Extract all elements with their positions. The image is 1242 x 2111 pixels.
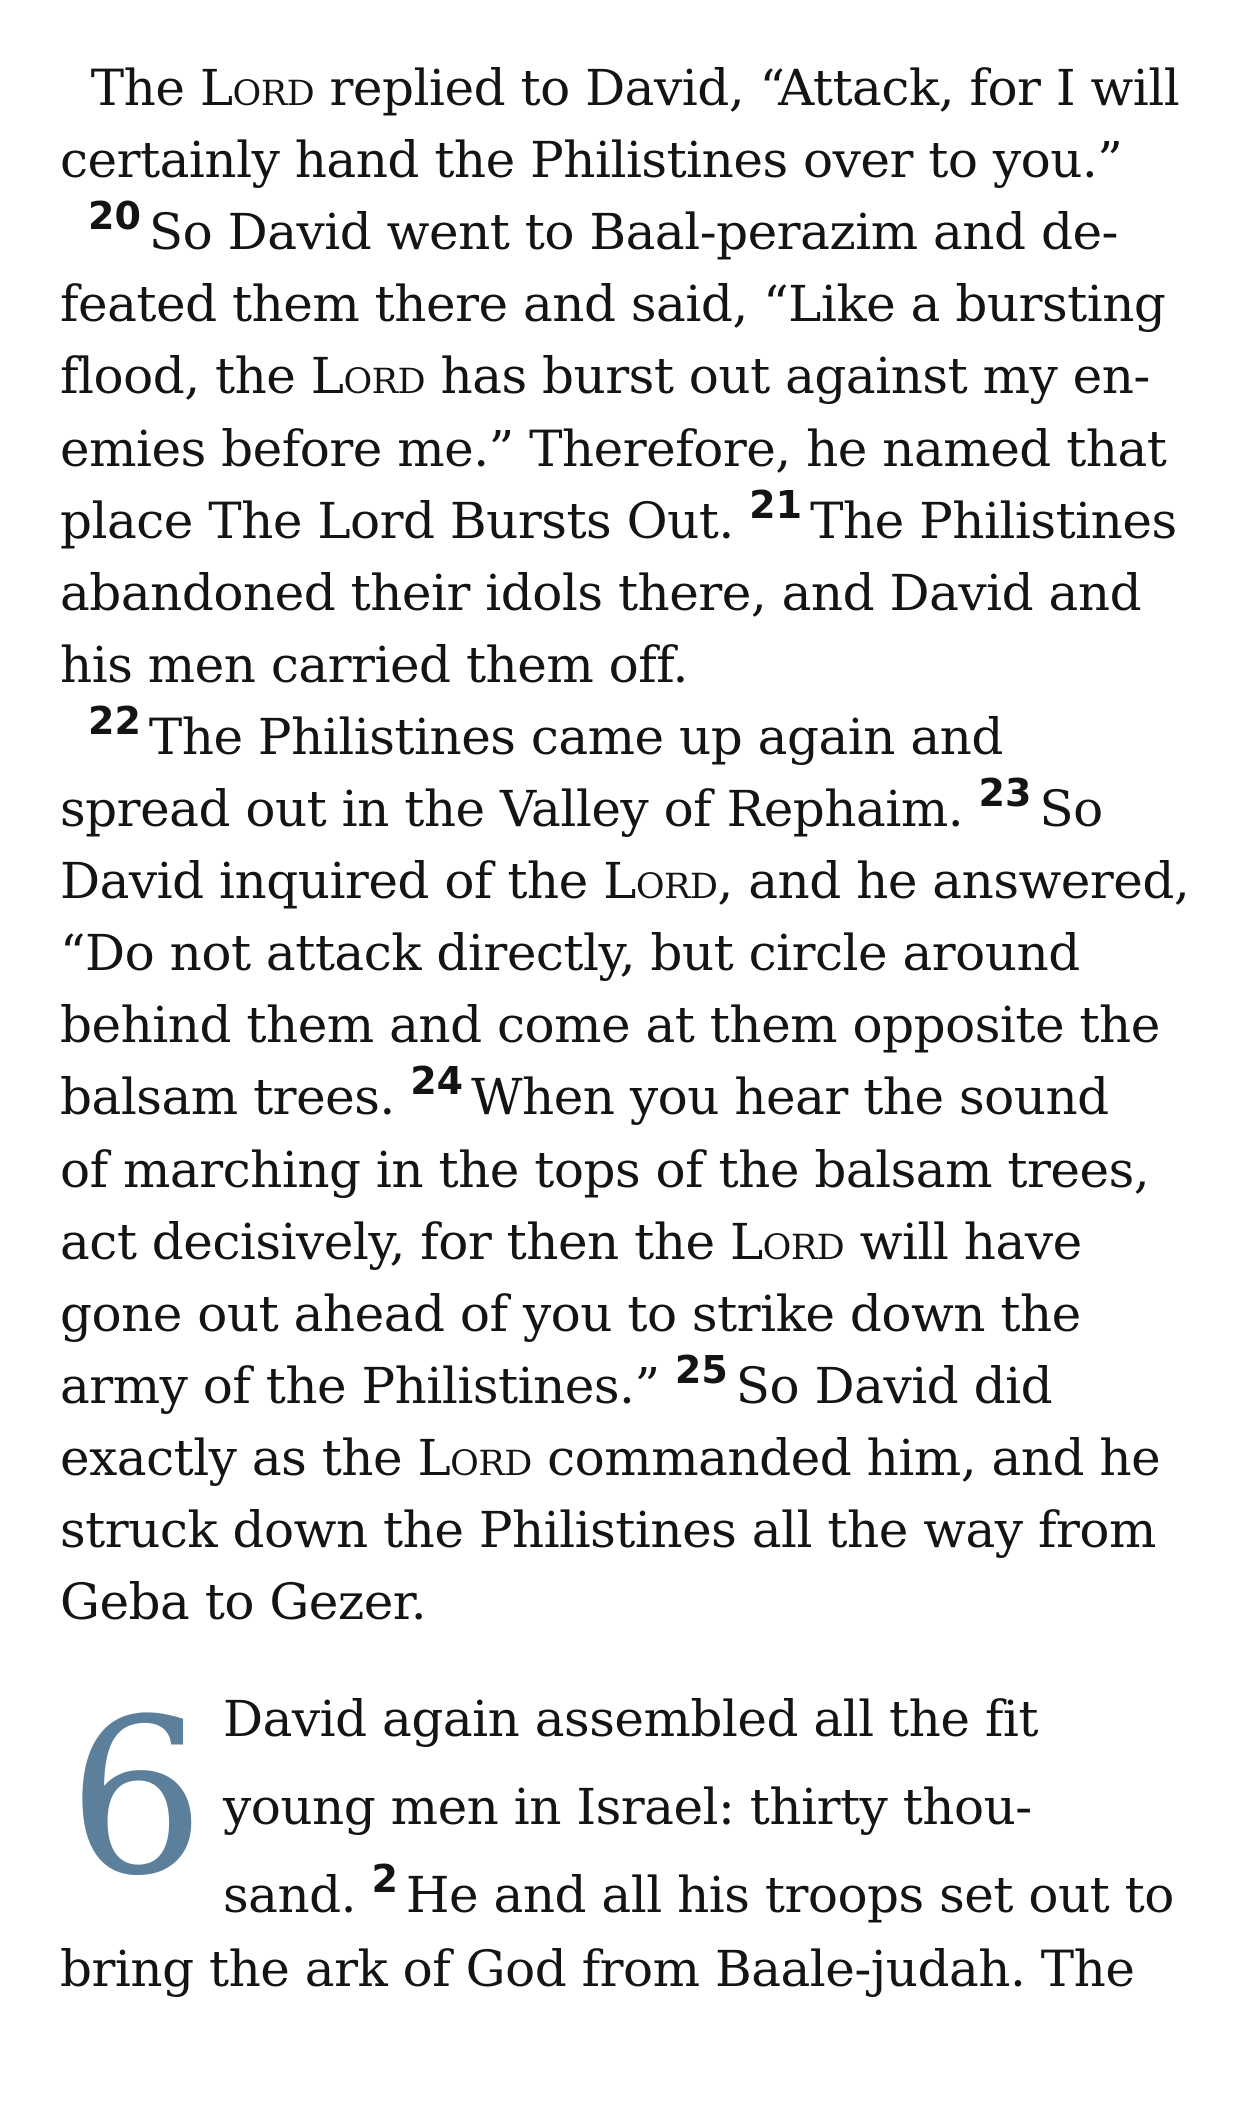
text-line	[60, 1061, 1109, 1137]
text-run: So David went to Baal-perazim and de-	[148, 203, 1118, 262]
divine-name-smallcaps: Lord	[729, 1212, 845, 1271]
text-run: struck down the Philistines all the way from	[60, 1501, 1156, 1559]
text-run: So	[1039, 780, 1103, 838]
verse-number[interactable]: 24	[410, 1059, 464, 1104]
text-line	[223, 1859, 1174, 1935]
text-line	[223, 1683, 1038, 1755]
text-run: act decisively, for then the	[60, 1212, 730, 1271]
text-run: “Do not attack directly, but circle around	[60, 924, 1080, 983]
text-run: Geba to Gezer.	[60, 1573, 427, 1632]
text-line	[60, 413, 1166, 485]
text-run: David inquired of the	[60, 852, 604, 911]
text-line	[60, 124, 1122, 196]
text-run: his men carried them off.	[60, 635, 688, 694]
text-line	[60, 1494, 1156, 1566]
text-run: exactly as the	[60, 1428, 418, 1487]
verse-number[interactable]: 2	[371, 1857, 398, 1901]
text-line	[60, 629, 688, 701]
text-line	[60, 989, 1160, 1061]
text-line	[60, 340, 1150, 412]
text-run: bring the ark of God from Baale-judah. The	[60, 1940, 1135, 1998]
text-run: has burst out against my en-	[425, 347, 1150, 406]
verse-number[interactable]: 25	[674, 1347, 728, 1392]
divine-name-smallcaps: Lord	[199, 59, 315, 117]
text-run: When you hear the sound	[471, 1068, 1109, 1127]
text-line	[60, 52, 1179, 124]
text-run: young men in Israel: thirty thou-	[223, 1778, 1032, 1836]
text-run: army of the Philistines.”	[60, 1356, 675, 1415]
text-line	[60, 196, 1118, 272]
divine-name-smallcaps: Lord	[417, 1428, 532, 1487]
divine-name-smallcaps: Lord	[603, 852, 718, 911]
text-run: The	[60, 59, 200, 117]
text-line	[60, 917, 1080, 989]
text-run: spread out in the Valley of Rephaim.	[60, 780, 979, 838]
text-line	[60, 557, 1141, 629]
text-run: The Philistines	[810, 491, 1177, 550]
text-run: of marching in the tops of the balsam trees,	[60, 1140, 1150, 1199]
verse-number[interactable]: 21	[749, 482, 803, 527]
text-line	[60, 1566, 426, 1638]
text-line	[60, 1422, 1160, 1494]
text-line	[60, 845, 1189, 917]
text-run: flood, the	[60, 347, 311, 406]
chapter-dropcap: 6	[68, 1672, 205, 1923]
text-run: sand.	[223, 1866, 372, 1924]
text-line	[60, 1347, 1053, 1426]
text-run: He and all his troops set out to	[405, 1866, 1174, 1924]
text-run: , and he answered,	[717, 852, 1190, 911]
text-run: balsam trees.	[60, 1068, 411, 1127]
divine-name-smallcaps: Lord	[310, 347, 426, 406]
text-run: gone out ahead of you to strike down the	[60, 1284, 1081, 1343]
text-run: emies before me.” Therefore, he named that	[60, 419, 1167, 478]
verse-number[interactable]: 22	[88, 698, 141, 743]
text-run: David again assembled all the fit	[223, 1690, 1038, 1748]
verse-number[interactable]: 20	[88, 194, 141, 239]
text-run: feated them there and said, “Like a bursting	[60, 275, 1166, 334]
text-run: The Philistines came up again and	[148, 707, 1003, 766]
text-run: commanded him, and he	[531, 1428, 1161, 1487]
text-run: behind them and come at them opposite the	[60, 996, 1160, 1055]
text-line	[60, 1134, 1149, 1206]
text-line	[60, 1278, 1081, 1350]
text-run: certainly hand the Philistines over to you.”	[60, 131, 1123, 190]
text-line	[60, 698, 1003, 777]
text-run: will have	[844, 1212, 1082, 1271]
text-line	[60, 1206, 1082, 1278]
text-run: abandoned their idols there, and David and	[60, 563, 1142, 622]
text-line	[60, 773, 1103, 849]
verse-number[interactable]: 23	[978, 771, 1032, 815]
text-line	[60, 268, 1165, 340]
text-line	[223, 1771, 1032, 1843]
text-run: So David did	[735, 1356, 1053, 1415]
text-line	[60, 482, 1177, 561]
text-line	[60, 1933, 1134, 2005]
text-run: replied to David, “Attack, for I will	[314, 59, 1180, 117]
text-run: place The Lord Bursts Out.	[60, 491, 750, 550]
